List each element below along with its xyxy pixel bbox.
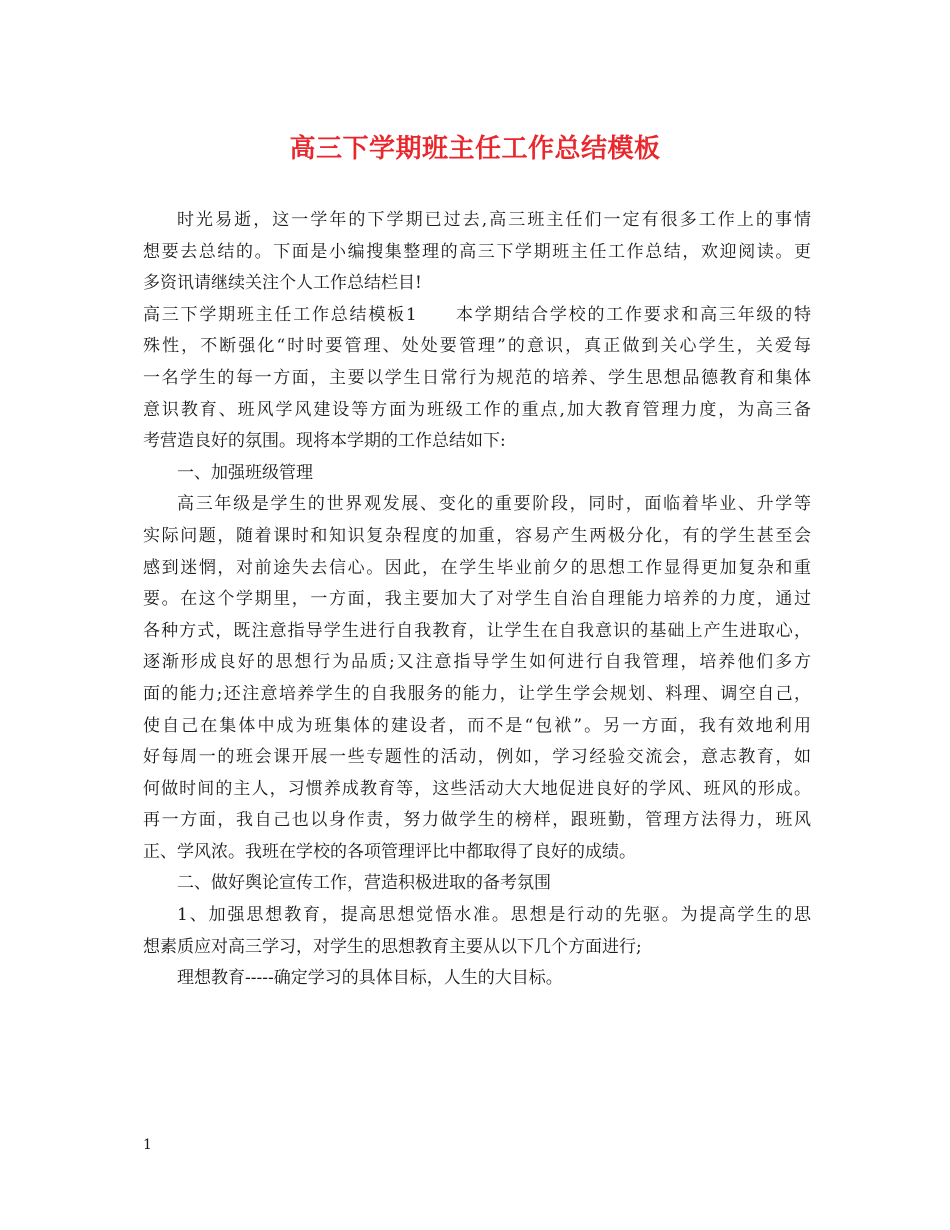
paragraph-line: 使自己在集体中成为班集体的建设者，而不是“包袱”。另一方面，我有效地利用 bbox=[143, 715, 811, 736]
paragraph-line: 1、加强思想教育，提高思想觉悟水准。思想是行动的先驱。为提高学生的思 bbox=[177, 905, 811, 926]
paragraph-line: 正、学风浓。我班在学校的各项管理评比中都取得了良好的成绩。 bbox=[143, 841, 636, 862]
paragraph-line: 感到迷惘，对前途失去信心。因此，在学生毕业前夕的思想工作显得更加复杂和重 bbox=[143, 557, 811, 578]
paragraph-line: 时光易逝，这一学年的下学期已过去,高三班主任们一定有很多工作上的事情 bbox=[177, 210, 811, 230]
paragraph-line: 想素质应对高三学习，对学生的思想教育主要从以下几个方面进行; bbox=[143, 936, 642, 957]
paragraph-line: 高三年级是学生的世界观发展、变化的重要阶段，同时，面临着毕业、升学等 bbox=[177, 494, 811, 515]
paragraph-line: 何做时间的主人，习惯养成教育等，这些活动大大地促进良好的学风、班风的形成。 bbox=[143, 778, 811, 799]
paragraph-line: 理想教育-----确定学习的具体目标，人生的大目标。 bbox=[177, 968, 563, 989]
paragraph-line: 考营造良好的氛围。现将本学期的工作总结如下: bbox=[143, 431, 506, 452]
paragraph-line: 想要去总结的。下面是小编搜集整理的高三下学期班主任工作总结，欢迎阅读。更 bbox=[143, 241, 811, 262]
paragraph-line: 逐渐形成良好的思想行为品质;又注意指导学生如何进行自我管理，培养他们多方 bbox=[143, 652, 811, 673]
paragraph-line: 各种方式，既注意指导学生进行自我教育，让学生在自我意识的基础上产生进取心， bbox=[143, 620, 811, 641]
paragraph-line: 好每周一的班会课开展一些专题性的活动，例如，学习经验交流会，意志教育，如 bbox=[143, 747, 811, 768]
paragraph-line: 殊性，不断强化“时时要管理、处处要管理”的意识，真正做到关心学生，关爱每 bbox=[143, 336, 811, 357]
page-number: 1 bbox=[143, 1137, 152, 1153]
paragraph-line: 意识教育、班风学风建设等方面为班级工作的重点,加大教育管理力度，为高三备 bbox=[143, 399, 811, 420]
paragraph-line: 多资讯请继续关注个人工作总结栏目! bbox=[143, 273, 422, 294]
paragraph-line: 一名学生的每一方面，主要以学生日常行为规范的培养、学生思想品德教育和集体 bbox=[143, 367, 811, 388]
paragraph-line: 面的能力;还注意培养学生的自我服务的能力，让学生学会规划、料理、调空自己， bbox=[143, 683, 811, 704]
paragraph-line: 高三下学期班主任工作总结模板1 本学期结合学校的工作要求和高三年级的特 bbox=[143, 304, 811, 325]
section-heading: 二、做好舆论宣传工作，营造积极进取的备考氛围 bbox=[177, 873, 551, 894]
page-title: 高三下学期班主任工作总结模板 bbox=[289, 134, 661, 164]
section-heading: 一、加强班级管理 bbox=[177, 462, 313, 483]
paragraph-line: 实际问题，随着课时和知识复杂程度的加重，容易产生两极分化，有的学生甚至会 bbox=[143, 525, 811, 546]
document-body bbox=[143, 205, 811, 995]
paragraph-line: 再一方面，我自己也以身作责，努力做学生的榜样，跟班勤，管理方法得力，班风 bbox=[143, 810, 811, 831]
paragraph-line: 要。在这个学期里，一方面，我主要加大了对学生自治自理能力培养的力度，通过 bbox=[143, 589, 811, 610]
